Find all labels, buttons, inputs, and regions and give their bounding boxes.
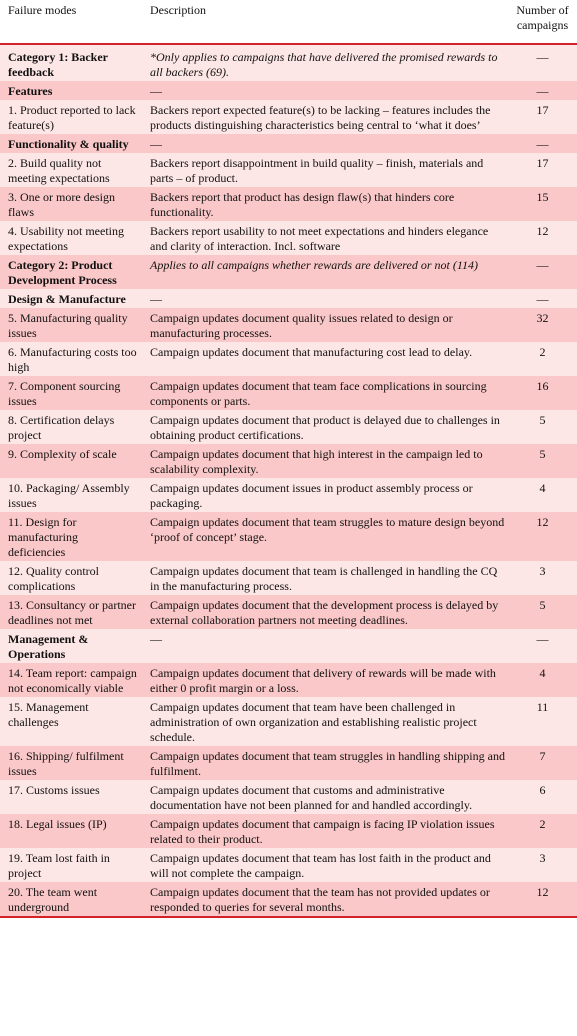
failure-mode-cell: Management & Operations [0, 629, 142, 663]
campaign-count-cell: — [512, 134, 577, 153]
description-cell: Backers report expected feature(s) to be lacking – features includes the products distinguishing characteristics being central to ‘what it does’ [142, 100, 512, 134]
description-cell: Backers report usability to not meet expectations and hinders elegance and clarity of interaction. Incl. software [142, 221, 512, 255]
table-row [0, 444, 577, 478]
description-cell: Campaign updates document that the team has not provided updates or responded to queries for several months. [142, 882, 512, 917]
description-cell: Campaign updates document that campaign is facing IP violation issues related to their product. [142, 814, 512, 848]
failure-mode-cell: Category 2: Product Development Process [0, 255, 142, 289]
description-cell: Campaign updates document that the development process is delayed by external collaboration partners not meeting deadlines. [142, 595, 512, 629]
campaign-count-cell: 12 [512, 882, 577, 917]
campaign-count-cell: 12 [512, 512, 577, 561]
table-row [0, 153, 577, 187]
subcategory-row [0, 81, 577, 100]
campaign-count-cell: — [512, 44, 577, 81]
description-cell: Campaign updates document that product is delayed due to challenges in obtaining product certifications. [142, 410, 512, 444]
failure-mode-cell: Features [0, 81, 142, 100]
table-header [0, 0, 577, 44]
failure-mode-cell: 4. Usability not meeting expectations [0, 221, 142, 255]
description-cell: — [142, 81, 512, 100]
description-cell: Backers report that product has design flaw(s) that hinders core functionality. [142, 187, 512, 221]
campaign-count-cell: 6 [512, 780, 577, 814]
failure-mode-cell: 14. Team report: campaign not economically viable [0, 663, 142, 697]
description-cell: *Only applies to campaigns that have delivered the promised rewards to all backers (69). [142, 44, 512, 81]
description-cell: Campaign updates document quality issues related to design or manufacturing processes. [142, 308, 512, 342]
subcategory-row [0, 289, 577, 308]
campaign-count-cell: — [512, 81, 577, 100]
table-row [0, 100, 577, 134]
description-cell: Campaign updates document issues in product assembly process or packaging. [142, 478, 512, 512]
failure-mode-cell: 19. Team lost faith in project [0, 848, 142, 882]
campaign-count-cell: — [512, 289, 577, 308]
description-cell: Campaign updates document that team struggles to mature design beyond ‘proof of concept’ stage. [142, 512, 512, 561]
table-row [0, 848, 577, 882]
category-row [0, 255, 577, 289]
header-description: Description [142, 0, 512, 44]
campaign-count-cell: 16 [512, 376, 577, 410]
table-row [0, 512, 577, 561]
table-row [0, 187, 577, 221]
campaign-count-cell: 32 [512, 308, 577, 342]
description-cell: Applies to all campaigns whether rewards are delivered or not (114) [142, 255, 512, 289]
table-row [0, 780, 577, 814]
description-cell: Campaign updates document that team is challenged in handling the CQ in the manufacturing process. [142, 561, 512, 595]
failure-mode-cell: 3. One or more design flaws [0, 187, 142, 221]
description-cell: — [142, 629, 512, 663]
table-row [0, 308, 577, 342]
table-row [0, 376, 577, 410]
campaign-count-cell: 12 [512, 221, 577, 255]
campaign-count-cell: 4 [512, 663, 577, 697]
table-row [0, 814, 577, 848]
table-row [0, 663, 577, 697]
table-body [0, 44, 577, 917]
description-cell: — [142, 289, 512, 308]
campaign-count-cell: 2 [512, 814, 577, 848]
failure-mode-cell: Design & Manufacture [0, 289, 142, 308]
description-cell: Campaign updates document that team have been challenged in administration of own organization and establishing realistic project schedule. [142, 697, 512, 746]
category-row [0, 44, 577, 81]
subcategory-row [0, 629, 577, 663]
table-row [0, 410, 577, 444]
campaign-count-cell: 5 [512, 444, 577, 478]
header-number-of-campaigns: Number of campaigns [512, 0, 577, 44]
description-cell: — [142, 134, 512, 153]
campaign-count-cell: 5 [512, 410, 577, 444]
failure-mode-cell: 12. Quality control complications [0, 561, 142, 595]
header-failure-modes: Failure modes [0, 0, 142, 44]
description-cell: Campaign updates document that team has lost faith in the product and will not complete the campaign. [142, 848, 512, 882]
failure-mode-cell: Functionality & quality [0, 134, 142, 153]
failure-mode-cell: Category 1: Backer feedback [0, 44, 142, 81]
campaign-count-cell: 17 [512, 100, 577, 134]
failure-mode-cell: 18. Legal issues (IP) [0, 814, 142, 848]
failure-mode-cell: 7. Component sourcing issues [0, 376, 142, 410]
description-cell: Campaign updates document that manufacturing cost lead to delay. [142, 342, 512, 376]
subcategory-row [0, 134, 577, 153]
failure-mode-cell: 9. Complexity of scale [0, 444, 142, 478]
campaign-count-cell: 4 [512, 478, 577, 512]
table-row [0, 221, 577, 255]
failure-mode-cell: 6. Manufacturing costs too high [0, 342, 142, 376]
description-cell: Campaign updates document that team struggles in handling shipping and fulfilment. [142, 746, 512, 780]
table-row [0, 697, 577, 746]
failure-mode-cell: 2. Build quality not meeting expectations [0, 153, 142, 187]
table-row [0, 561, 577, 595]
campaign-count-cell: 15 [512, 187, 577, 221]
campaign-count-cell: 3 [512, 848, 577, 882]
failure-mode-cell: 1. Product reported to lack feature(s) [0, 100, 142, 134]
failure-mode-cell: 13. Consultancy or partner deadlines not met [0, 595, 142, 629]
description-cell: Backers report disappointment in build quality – finish, materials and parts – of product. [142, 153, 512, 187]
description-cell: Campaign updates document that high interest in the campaign led to scalability complexity. [142, 444, 512, 478]
campaign-count-cell: 3 [512, 561, 577, 595]
campaign-count-cell: 5 [512, 595, 577, 629]
description-cell: Campaign updates document that customs and administrative documentation have not been planned for and handled accordingly. [142, 780, 512, 814]
failure-mode-cell: 17. Customs issues [0, 780, 142, 814]
failure-mode-cell: 16. Shipping/ fulfilment issues [0, 746, 142, 780]
failure-mode-cell: 11. Design for manufacturing deficiencies [0, 512, 142, 561]
table-row [0, 746, 577, 780]
table-row [0, 595, 577, 629]
failure-mode-cell: 10. Packaging/ Assembly issues [0, 478, 142, 512]
table-row [0, 478, 577, 512]
campaign-count-cell: 7 [512, 746, 577, 780]
failure-mode-cell: 20. The team went underground [0, 882, 142, 917]
failure-mode-cell: 8. Certification delays project [0, 410, 142, 444]
campaign-count-cell: — [512, 255, 577, 289]
table-row [0, 882, 577, 917]
header-row [0, 0, 577, 44]
table-row [0, 342, 577, 376]
campaign-count-cell: — [512, 629, 577, 663]
failure-mode-cell: 15. Management challenges [0, 697, 142, 746]
campaign-count-cell: 2 [512, 342, 577, 376]
campaign-count-cell: 17 [512, 153, 577, 187]
description-cell: Campaign updates document that delivery of rewards will be made with either 0 profit margin or a loss. [142, 663, 512, 697]
failure-mode-cell: 5. Manufacturing quality issues [0, 308, 142, 342]
description-cell: Campaign updates document that team face complications in sourcing components or parts. [142, 376, 512, 410]
campaign-count-cell: 11 [512, 697, 577, 746]
